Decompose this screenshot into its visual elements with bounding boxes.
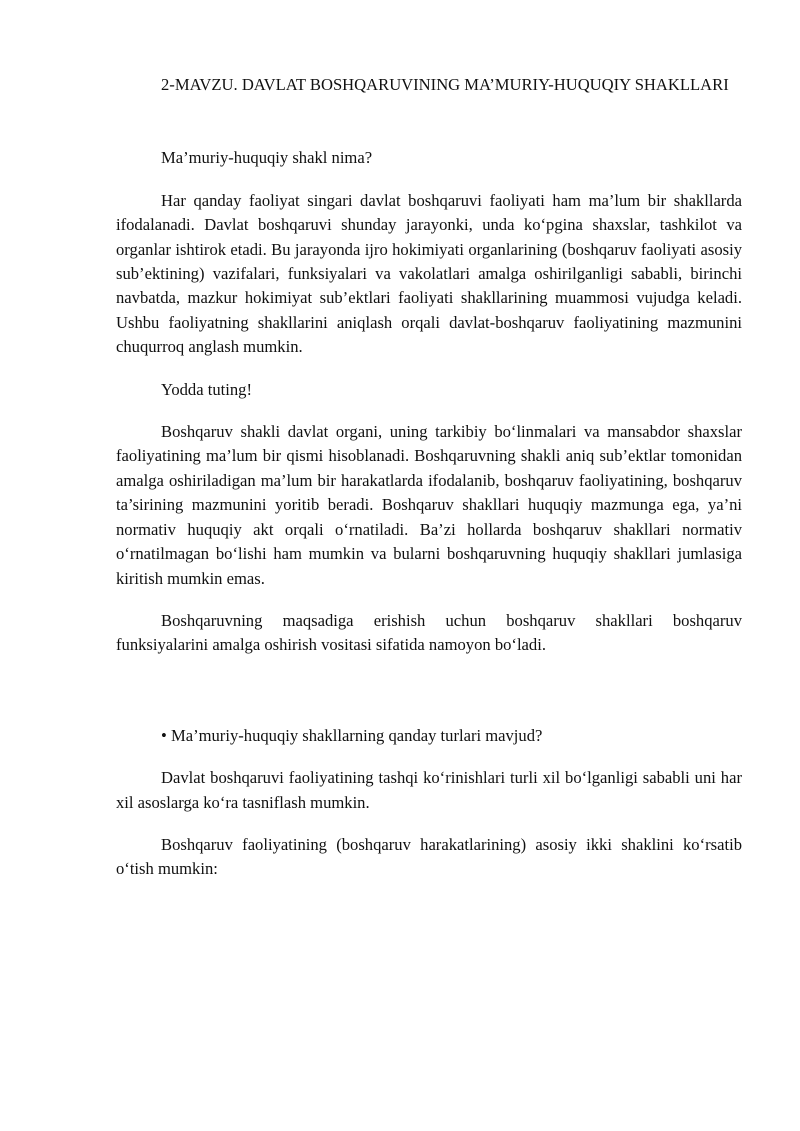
body-paragraph: Boshqaruv faoliyatining (boshqaruv harakatlarining) asosiy ikki shaklini ko‘rsatib o‘tish mumkin: [116, 834, 742, 879]
body-paragraph: Davlat boshqaruvi faoliyatining tashqi ko‘rinishlari turli xil bo‘lganligi sababli uni har xil asoslarga ko‘ra tasniflash mumkin. [116, 768, 742, 812]
body-paragraph: Boshqaruv shakli davlat organi, uning tarkibiy bo‘linmalari va mansabdor shaxslar faoliyatining ma’lum bir qismi hisoblanadi. Boshqaruvning shakli aniq sub’ektlar tomonidan amalga oshiriladigan ma’lum bir harakatlarda ifodalanib, boshqaruv faoliyatining, boshqaruv ta’sirining mazmunini yoritib beradi. Boshqaruv shakllari huquqiy mazmunga ega, ya’ni normativ huquqiy akt orqali o‘rnatiladi. Ba’zi hollarda boshqaruv shakllari normativ o‘rnatilmagan bo‘lishi ham mumkin va bularni boshqaruvning huquqiy shakllari jumlasiga kiritish mumkin emas. [116, 422, 742, 588]
section-question: • Ma’muriy-huquqiy shakllarning qanday turlari mavjud? [161, 725, 543, 745]
body-paragraph: Har qanday faoliyat singari davlat boshqaruvi faoliyati ham ma’lum bir shakllarda ifodalanadi. Davlat boshqaruvi shunday jarayonki, unda ko‘pgina shaxslar, tashkilot va organlar ishtirok etadi. Bu jarayonda ijro hokimiyati organlarining (boshqaruv faoliyati asosiy sub’ektining) vazifalari, funksiyalari va vakolatlari amalga oshirilganligi sababli, birinchi navbatda, mazkur hokimiyat sub’ektlari faoliyati shakllarining muammosi vujudga keladi. Ushbu faoliyatning shakllarini aniqlash orqali davlat-boshqaruv faoliyatining mazmunini chuqurroq anglash mumkin. [116, 190, 742, 357]
body-paragraph: Boshqaruvning maqsadiga erishish uchun boshqaruv shakllari boshqaruv funksiyalarini amalga oshirish vositasi sifatida namoyon bo‘ladi. [116, 610, 742, 655]
document-title: 2-MAVZU. DAVLAT BOSHQARUVINING MA’MURIY-HUQUQIY SHAKLLARI [161, 75, 729, 94]
notice-heading: Yodda tuting! [161, 379, 252, 399]
section-question: Ma’muriy-huquqiy shakl nima? [161, 148, 373, 168]
